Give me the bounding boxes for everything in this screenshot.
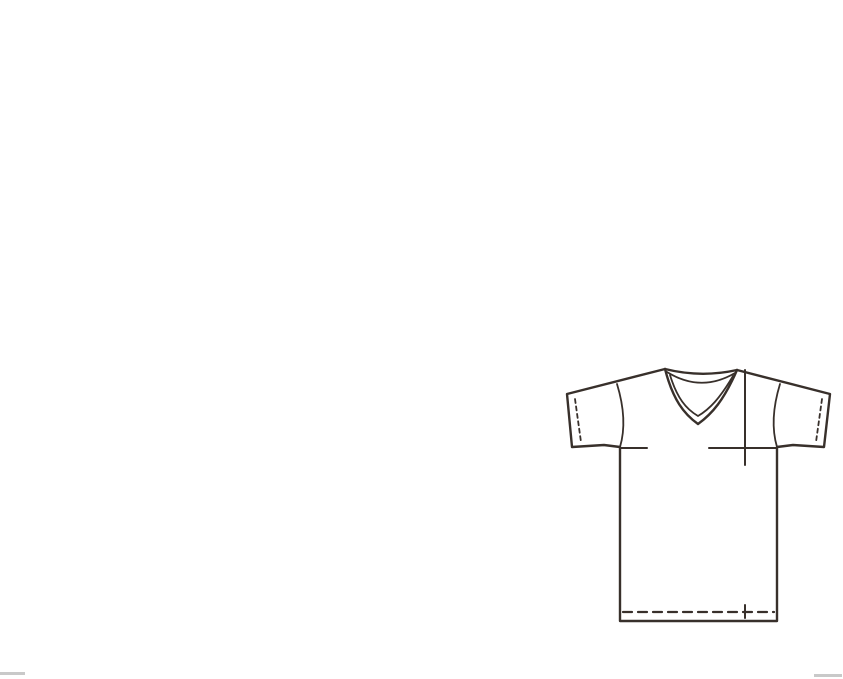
jersey-armhole-right	[774, 384, 780, 447]
page-edge-mark	[814, 674, 842, 677]
jersey-cuff-stitch-right	[816, 399, 822, 442]
jersey-outline	[567, 369, 830, 621]
jersey-armhole-left	[617, 384, 623, 447]
jersey-measurement-diagram	[557, 362, 837, 628]
page-edge-mark	[0, 672, 25, 675]
jersey-cuff-stitch-left	[575, 399, 581, 442]
jersey-collar-top	[665, 369, 737, 374]
